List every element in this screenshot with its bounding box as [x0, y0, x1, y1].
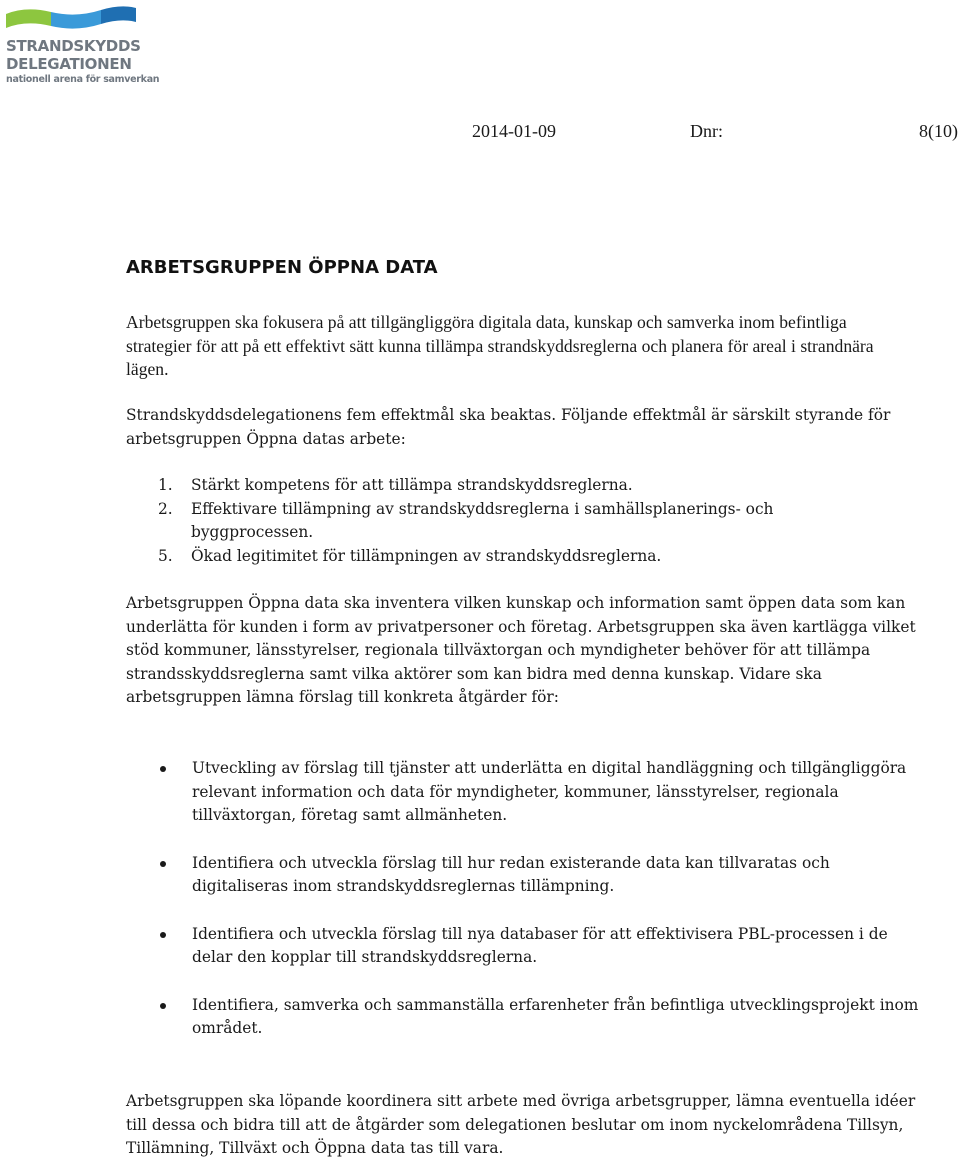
- logo-wave-icon: [6, 4, 138, 32]
- mandate-paragraph: Arbetsgruppen Öppna data ska inventera vilken kunskap och information samt öppen data som kan underlätta för kunden i form av privatpersoner och företag. Arbetsgruppen ska även kartlägga vilket stöd kommuner, länsstyrelser, regionala tillväxtorgan och myndigheter behöver för att tillämpa strandsskyddsreglerna samt vilka aktörer som kan bidra med denna kunskap. Vidare ska arbetsgruppen lämna förslag till konkreta åtgärder för:: [126, 594, 916, 706]
- document-date: 2014-01-09: [472, 121, 556, 141]
- goal-text: Effektivare tillämpning av strandskyddsreglerna i samhällsplanerings- och byggprocessen.: [191, 499, 774, 541]
- task-item: Utveckling av förslag till tjänster att underlätta en digital handläggning och tillgängliggöra relevant information och data för myndigheter, kommuner, länsstyrelser, regionala tillväxtorgan, företag samt allmänheten.: [160, 757, 920, 828]
- goal-text: Stärkt kompetens för att tillämpa strandskyddsreglerna.: [191, 476, 633, 494]
- goal-text: Ökad legitimitet för tillämpningen av strandskyddsreglerna.: [191, 546, 662, 565]
- goals-intro-paragraph: Strandskyddsdelegationens fem effektmål ska beaktas. Följande effektmål är särskilt styrande för arbetsgruppen Öppna datas arbete:: [126, 406, 891, 448]
- goal-number: 5.: [158, 546, 173, 565]
- logo-line-1: STRANDSKYDDS: [6, 37, 141, 55]
- goal-item: [158, 545, 878, 569]
- document-dnr-label: Dnr:: [690, 121, 723, 141]
- logo-line-2: DELEGATIONEN: [6, 55, 132, 73]
- page-number: 8(10): [919, 121, 958, 141]
- organization-logo: [6, 4, 160, 88]
- closing-paragraph: Arbetsgruppen ska löpande koordinera sitt arbete med övriga arbetsgrupper, lämna eventuella idéer till dessa och bidra till att de åtgärder som delegationen beslutar om inom nyckelområdena Tillsyn, Tillämning, Tillväxt och Öppna data tas till vara.: [126, 1092, 916, 1157]
- tasks-list: [160, 757, 920, 1065]
- goal-number: 2.: [158, 499, 173, 518]
- goal-number: 1.: [158, 476, 173, 494]
- section-heading: ARBETSGRUPPEN ÖPPNA DATA: [126, 257, 438, 278]
- goals-list: [158, 474, 878, 568]
- task-item: Identifiera, samverka och sammanställa erfarenheter från befintliga utvecklingsprojekt inom området.: [160, 994, 920, 1041]
- goal-item: [158, 474, 878, 498]
- intro-paragraph: Arbetsgruppen ska fokusera på att tillgängliggöra digitala data, kunskap och samverka inom befintliga strategier för att på ett effektivt sätt kunna tillämpa strandskyddsreglerna och planera för areal i strandnära lägen.: [126, 312, 874, 379]
- logo-tagline: nationell arena för samverkan: [6, 74, 160, 85]
- task-item: Identifiera och utveckla förslag till nya databaser för att effektivisera PBL-processen i de delar den kopplar till strandskyddsreglerna.: [160, 923, 920, 970]
- task-item: Identifiera och utveckla förslag till hur redan existerande data kan tillvaratas och digitaliseras inom strandskyddsreglernas tillämpning.: [160, 852, 920, 899]
- goal-item: [158, 498, 878, 545]
